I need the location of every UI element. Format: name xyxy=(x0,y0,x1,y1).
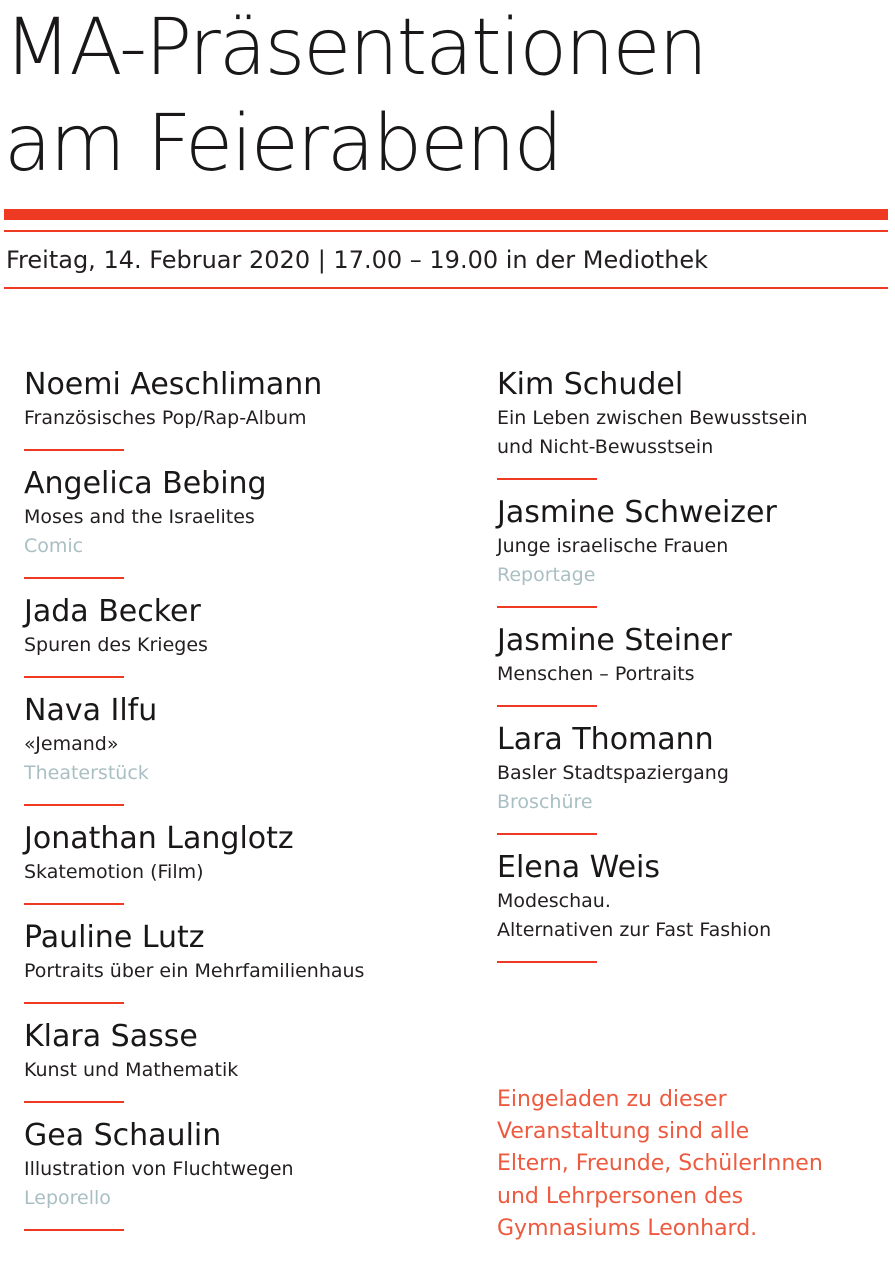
presenter-name: Jonathan Langlotz xyxy=(24,821,294,856)
invitation-line: Gymnasiums Leonhard. xyxy=(497,1215,758,1241)
presenter-name: Jasmine Schweizer xyxy=(497,495,777,530)
presenter-entry xyxy=(24,820,464,905)
presenter-name: Jada Becker xyxy=(24,594,201,629)
presenter-name: Jasmine Steiner xyxy=(497,623,732,658)
presenter-entry xyxy=(24,919,464,1004)
entry-separator xyxy=(24,676,124,678)
presenter-name: Gea Schaulin xyxy=(24,1118,222,1153)
invitation-line: Eltern, Freunde, SchülerInnen xyxy=(497,1151,823,1177)
presenter-list-right xyxy=(497,366,887,963)
project-type: Theaterstück xyxy=(24,762,149,784)
entry-separator xyxy=(24,1101,124,1103)
presenter-entry xyxy=(24,692,464,806)
entry-separator xyxy=(24,1002,124,1004)
entry-separator xyxy=(497,833,597,835)
entry-separator xyxy=(497,606,597,608)
entry-separator xyxy=(497,478,597,480)
thin-divider-bottom xyxy=(4,287,888,289)
project-title-line-2: und Nicht-Bewusstsein xyxy=(497,436,714,458)
project-title: Junge israelische Frauen xyxy=(497,535,729,557)
event-date-location: Freitag, 14. Februar 2020 | 17.00 – 19.00 in der Mediothek xyxy=(6,246,709,274)
project-title: Basler Stadtspaziergang xyxy=(497,762,729,784)
project-title: Portraits über ein Mehrfamilienhaus xyxy=(24,960,365,982)
invitation-line: und Lehrpersonen des xyxy=(497,1183,744,1209)
project-title: Französisches Pop/Rap-Album xyxy=(24,407,307,429)
entry-separator xyxy=(24,804,124,806)
entry-separator xyxy=(24,449,124,451)
entry-separator xyxy=(497,961,597,963)
project-title: Menschen – Portraits xyxy=(497,663,695,685)
entry-separator xyxy=(24,1229,124,1231)
presenter-name: Lara Thomann xyxy=(497,722,714,757)
presenter-name: Elena Weis xyxy=(497,850,661,885)
project-title: Moses and the Israelites xyxy=(24,506,255,528)
entry-separator xyxy=(24,903,124,905)
invitation-line: Eingeladen zu dieser xyxy=(497,1087,727,1112)
presenter-entry xyxy=(497,494,887,608)
presenter-entry xyxy=(24,1117,464,1231)
invitation-text xyxy=(497,1084,887,1245)
entry-separator xyxy=(497,705,597,707)
entry-separator xyxy=(24,577,124,579)
presenter-name: Kim Schudel xyxy=(497,367,684,402)
presenter-entry xyxy=(24,465,464,579)
project-type: Broschüre xyxy=(497,791,593,813)
project-title: Spuren des Krieges xyxy=(24,634,208,656)
presenter-list-left xyxy=(24,366,464,1231)
project-title-line-2: Alternativen zur Fast Fashion xyxy=(497,919,772,941)
presenter-name: Pauline Lutz xyxy=(24,920,205,955)
presenter-entry xyxy=(24,1018,464,1103)
project-title: Illustration von Fluchtwegen xyxy=(24,1158,294,1180)
presenter-entry xyxy=(497,849,887,963)
project-title: Skatemotion (Film) xyxy=(24,861,204,883)
project-title: Ein Leben zwischen Bewusstsein xyxy=(497,407,808,429)
presenter-name: Klara Sasse xyxy=(24,1019,198,1054)
presenter-name: Nava Ilfu xyxy=(24,693,158,728)
title-line-2: am Feierabend xyxy=(4,99,562,189)
presenter-name: Angelica Bebing xyxy=(24,466,267,501)
presenter-name: Noemi Aeschlimann xyxy=(24,367,323,402)
thick-divider xyxy=(4,209,888,220)
presenter-entry xyxy=(497,366,887,480)
presenter-entry xyxy=(497,721,887,835)
invitation-line: Veranstaltung sind alle xyxy=(497,1119,750,1145)
project-title: «Jemand» xyxy=(24,733,119,755)
project-title: Kunst und Mathematik xyxy=(24,1059,239,1081)
presenter-entry xyxy=(24,366,464,451)
presenter-entry xyxy=(24,593,464,678)
page-title xyxy=(4,0,706,192)
title-line-1: MA-Präsentationen xyxy=(4,3,706,93)
project-type: Leporello xyxy=(24,1187,111,1209)
project-title: Modeschau. xyxy=(497,890,611,912)
project-type: Comic xyxy=(24,535,84,557)
project-type: Reportage xyxy=(497,564,596,586)
presenter-entry xyxy=(497,622,887,707)
thin-divider-top xyxy=(4,230,888,232)
